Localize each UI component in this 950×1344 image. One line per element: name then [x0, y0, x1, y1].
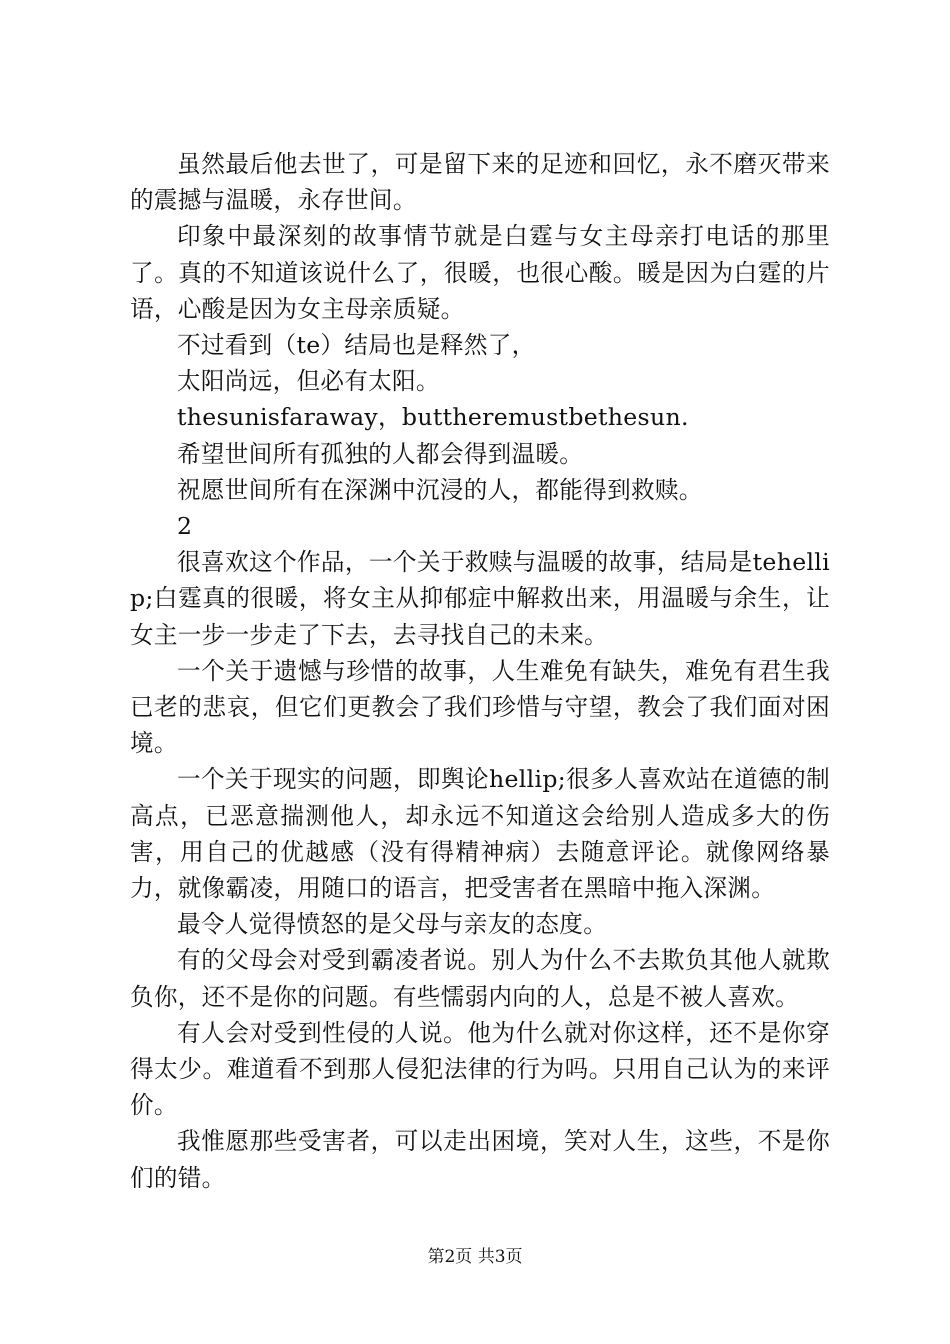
paragraph: 最令人觉得愤怒的是父母与亲友的态度。	[177, 910, 608, 939]
section-number: 2	[177, 512, 193, 541]
paragraph: 不过看到（te）结局也是释然了，	[177, 331, 536, 360]
paragraph: 一个关于现实的问题，即舆论hellip;很多人喜欢站在道德的制高点，已恶意揣测他人，却永远不知道这会给别人造成多大的伤害，用自己的优越感（没有得精神病）去随意评论。就像网络暴力，就像霸凌，用随口的语言，把受害者在黑暗中拖入深渊。	[130, 765, 830, 903]
paragraph: 虽然最后他去世了，可是留下来的足迹和回忆，永不磨灭带来的震撼与温暖，永存世间。	[130, 150, 830, 215]
document-body	[130, 146, 830, 1196]
paragraph: 祝愿世间所有在深渊中沉浸的人，都能得到救赎。	[177, 475, 703, 504]
paragraph: 有的父母会对受到霸凌者说。别人为什么不去欺负其他人就欺负你，还不是你的问题。有些懦弱内向的人，总是不被人喜欢。	[130, 946, 830, 1011]
page-number-footer: 第2页 共3页	[427, 1247, 523, 1267]
paragraph: 很喜欢这个作品，一个关于救赎与温暖的故事，结局是tehellip;白霆真的很暖，将女主从抑郁症中解救出来，用温暖与余生，让女主一步一步走了下去，去寻找自己的未来。	[130, 548, 830, 649]
paragraph: 有人会对受到性侵的人说。他为什么就对你这样，还不是你穿得太少。难道看不到那人侵犯法律的行为吗。只用自己认为的来评价。	[130, 1018, 830, 1120]
paragraph: 印象中最深刻的故事情节就是白霆与女主母亲打电话的那里了。真的不知道该说什么了，很暖，也很心酸。暖是因为白霆的片语，心酸是因为女主母亲质疑。	[130, 222, 830, 323]
paragraph: 我惟愿那些受害者，可以走出困境，笑对人生，这些，不是你们的错。	[130, 1127, 830, 1192]
paragraph: 希望世间所有孤独的人都会得到温暖。	[177, 439, 584, 468]
paragraph: 太阳尚远，但必有太阳。	[177, 367, 440, 396]
paragraph: 一个关于遗憾与珍惜的故事，人生难免有缺失，难免有君生我已老的悲哀，但它们更教会了我们珍惜与守望，教会了我们面对困境。	[130, 656, 830, 758]
paragraph: thesunisfaraway，buttheremustbethesun.	[177, 403, 689, 432]
